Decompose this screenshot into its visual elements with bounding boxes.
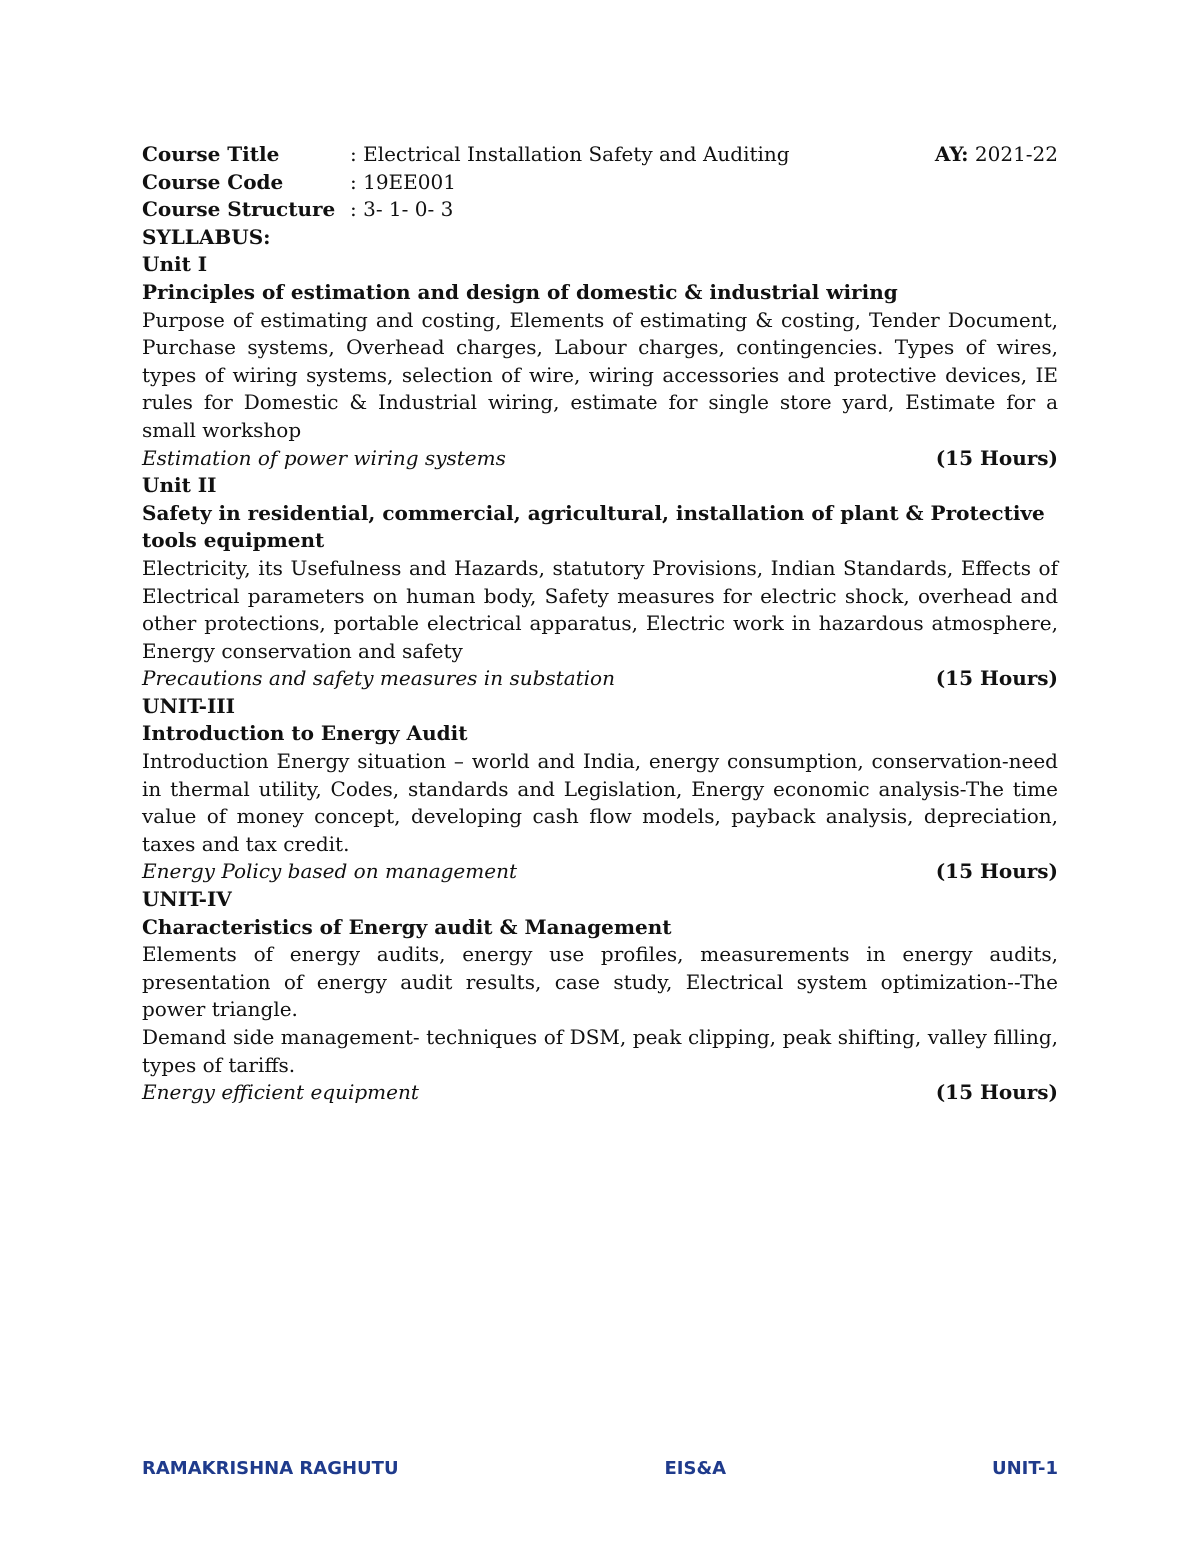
course-structure-label: Course Structure — [142, 197, 336, 222]
course-title-value: : Electrical Installation Safety and Auditing — [350, 142, 790, 166]
unit-topic: Energy Policy based on management — [142, 859, 517, 884]
unit-topic-row — [142, 1079, 1058, 1107]
unit-title: Principles of estimation and design of domestic & industrial wiring — [142, 279, 898, 304]
page-footer — [142, 1458, 1058, 1479]
unit-label: UNIT-III — [142, 693, 236, 718]
unit-hours: (15 Hours) — [935, 666, 1058, 691]
unit-topic: Precautions and safety measures in substation — [142, 666, 615, 691]
course-title-label: Course Title — [142, 142, 280, 166]
syllabus-heading: SYLLABUS: — [142, 224, 271, 249]
unit-body: Electricity, its Usefulness and Hazards, statutory Provisions, Indian Standards, Effects of Electrical parameters on human body, Safety measures for electric shock, overhead and other protections, portable electrical apparatus, Electric work in hazardous atmosphere, Energy conservation and safety — [142, 555, 1058, 663]
course-code-label: Course Code — [142, 169, 284, 194]
ay-value: 2021-22 — [968, 142, 1058, 166]
footer-unit: UNIT-1 — [991, 1458, 1058, 1479]
unit-title: Characteristics of Energy audit & Management — [142, 914, 672, 939]
unit-topic-row — [142, 445, 1058, 473]
course-title-row — [142, 141, 1058, 169]
unit-body-continued: Demand side management- techniques of DSM, peak clipping, peak shifting, valley filling, types of tariffs. — [142, 1025, 1058, 1077]
unit-topic: Energy efficient equipment — [142, 1080, 419, 1105]
course-code-value: : 19EE001 — [350, 169, 456, 194]
course-structure-row — [142, 196, 1058, 224]
unit-hours: (15 Hours) — [935, 445, 1058, 470]
course-code-row — [142, 169, 1058, 197]
unit-body: Introduction Energy situation – world and India, energy consumption, conservation-need in thermal utility, Codes, standards and Legislation, Energy economic analysis-The time value of money concept, developing cash flow models, payback analysis, depreciation, taxes and tax credit. — [142, 749, 1058, 856]
unit-hours: (15 Hours) — [935, 859, 1058, 884]
footer-author: RAMAKRISHNA RAGHUTU — [142, 1458, 399, 1479]
syllabus-page — [142, 141, 1058, 1107]
ay-label: AY: — [934, 142, 969, 166]
unit-label: Unit I — [142, 252, 208, 277]
course-structure-value: : 3- 1- 0- 3 — [350, 197, 454, 222]
unit-hours: (15 Hours) — [935, 1080, 1058, 1105]
unit-label: Unit II — [142, 473, 217, 498]
footer-course-abbr: EIS&A — [664, 1458, 727, 1479]
unit-topic-row — [142, 665, 1058, 693]
unit-title: Safety in residential, commercial, agricultural, installation of plant & Protective tools equipment — [142, 500, 1045, 553]
unit-title: Introduction to Energy Audit — [142, 721, 468, 746]
unit-topic: Estimation of power wiring systems — [142, 445, 506, 470]
unit-body: Elements of energy audits, energy use profiles, measurements in energy audits, presentation of energy audit results, case study, Electrical system optimization--The power triangle. — [142, 942, 1058, 1022]
unit-body: Purpose of estimating and costing, Elements of estimating & costing, Tender Document, Purchase systems, Overhead charges, Labour charges, contingencies. Types of wires, types of wiring systems, selection of wire, wiring accessories and protective devices, IE rules for Domestic & Industrial wiring, estimate for single store yard, Estimate for a small workshop — [142, 307, 1058, 442]
academic-year — [935, 141, 1058, 169]
unit-label: UNIT-IV — [142, 887, 232, 912]
unit-topic-row — [142, 858, 1058, 886]
